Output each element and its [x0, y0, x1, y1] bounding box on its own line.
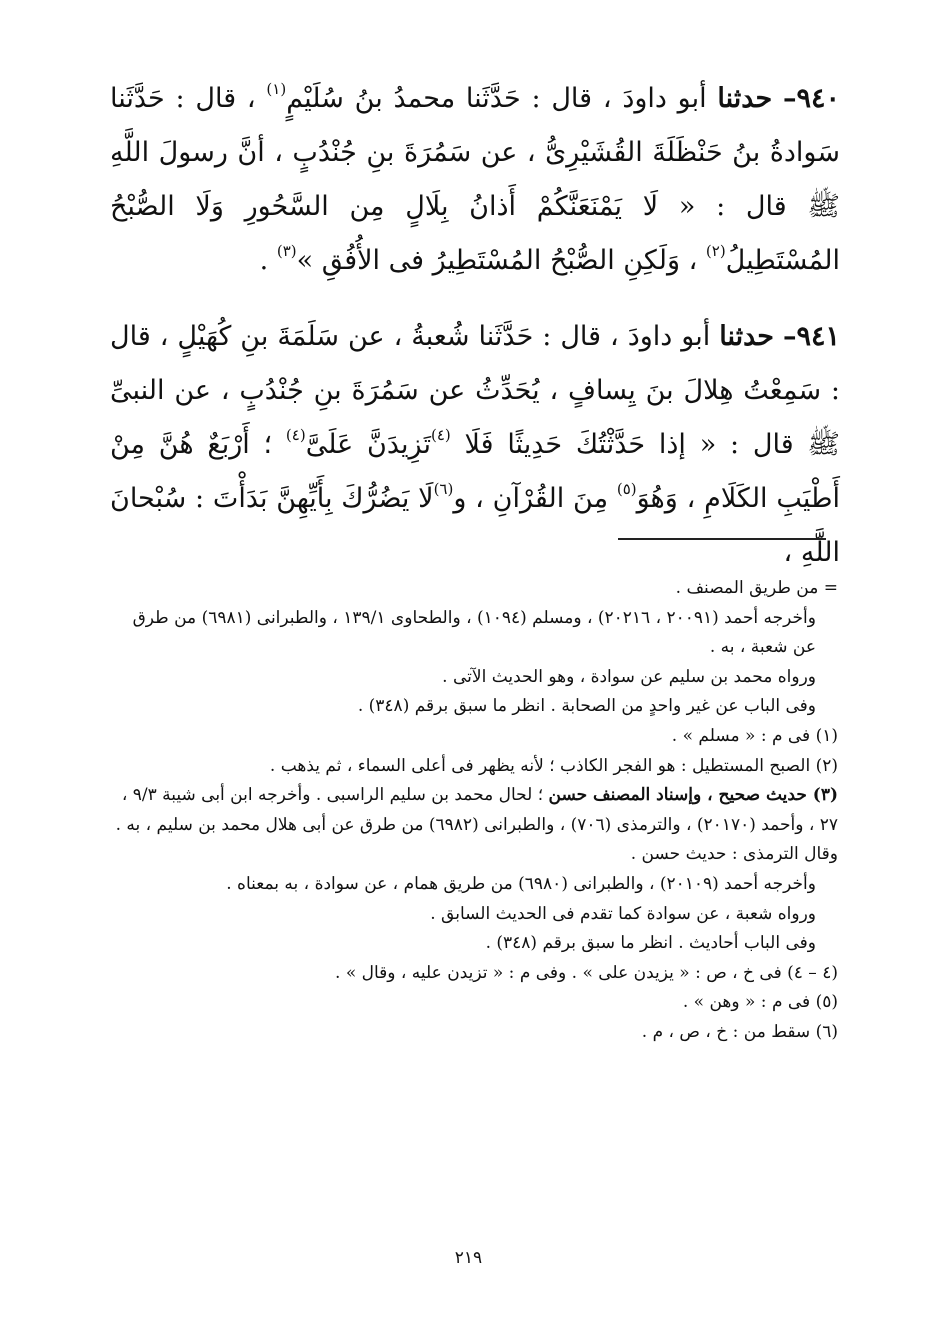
hadith-text: أبو داودَ ، قال : حَدَّثَنا محمدُ بنُ سُلَيْمٍ — [286, 83, 718, 114]
hadith-text: ؛ أَرْبَعٌ هُنَّ مِنْ أَطْيَبِ الكَلَامِ ، وَهُوَ — [110, 429, 840, 514]
footnote-ref: (٦) — [433, 480, 454, 498]
footnote-ref: (٣) — [276, 242, 297, 260]
hadith-text: ، قال : حَدَّثَنا سَوادةُ بنُ حَنْظَلَةَ القُشَيْرِىُّ ، عن سَمُرَةَ بنِ جُنْدُبٍ ، أنَّ رسولَ اللَّهِ ﷺ قال : « لَا يَمْنَعَنَّكُمْ أَذانُ بِلَالٍ مِن السَّحُورِ وَلَا الصُّبْحُ المُسْتَطِيلُ — [110, 83, 840, 276]
footnotes — [106, 574, 838, 1048]
hadith-text: تَزِيدَنَّ عَلَىَّ — [305, 429, 431, 460]
hadith-940-paragraph — [110, 72, 840, 288]
hadith-number: ٩٤١– — [782, 321, 840, 352]
hadith-text: مِنَ القُرْآنِ ، و — [453, 483, 617, 514]
footnote-line: وفى الباب عن غير واحدٍ من الصحابة . انظر ما سبق برقم (٣٤٨) . — [357, 696, 816, 717]
footnote-text: ؛ لحال محمد بن سليم الراسبى . وأخرجه ابن أبى شيبة ٩/٣ ، ٢٧ ، وأحمد (٢٠١٧٠) ، والترمذى (٧٠٦) ، والطبرانى (٦٩٨٢) من طرق عن أبى هلال محمد بن سليم ، به . وقال الترمذى : حديث حسن . — [115, 785, 838, 865]
footnote-line: = من طريق المصنف . — [675, 578, 838, 598]
hadith-text: لَا يَضُرُّكَ بِأَيِّهِنَّ بَدَأْتَ : سُبْحانَ اللَّهِ ، — [110, 483, 840, 568]
hadith-label: حدثنا — [717, 83, 773, 114]
page-number: ٢١٩ — [454, 1248, 483, 1268]
hadith-number: ٩٤٠– — [782, 83, 840, 114]
footnote-separator — [618, 538, 826, 540]
footnote-verdict: (٣) حديث صحيح ، وإسناد المصنف حسن — [548, 785, 838, 806]
footnote-line: ورواه شعبة ، عن سوادة كما تقدم فى الحديث السابق . — [430, 903, 816, 924]
footnote-3 — [106, 781, 838, 870]
footnote-line: ورواه محمد بن سليم عن سوادة ، وهو الحديث الآتى . — [442, 666, 816, 687]
footnote-1: (١) فى م : « مسلم » . — [671, 725, 838, 746]
footnote-6: (٦) سقط من : خ ، ص ، م . — [641, 1021, 838, 1042]
hadith-text: ، وَلَكِنِ الصُّبْحُ المُسْتَطِيرُ فى الأُفُقِ » — [296, 245, 706, 276]
footnote-ref: (١) — [266, 80, 287, 98]
footnote-line: وأخرجه أحمد (٢٠١٠٩) ، والطبرانى (٦٩٨٠) من طريق همام ، عن سوادة ، به بمعناه . — [226, 873, 816, 894]
footnote-5: (٥) فى م : « وهن » . — [682, 992, 838, 1013]
footnote-line: وفى الباب أحاديث . انظر ما سبق برقم (٣٤٨) . — [485, 933, 816, 954]
footnote-line: وأخرجه أحمد (٢٠٠٩١ ، ٢٠٢١٦) ، ومسلم (١٠٩٤) ، والطحاوى ١٣٩/١ ، والطبرانى (٦٩٨١) من طرق عن شعبة ، به . — [132, 607, 816, 658]
main-text — [110, 72, 840, 602]
footnote-4: (٤ – ٤) فى خ ، ص : « يزيدن على » . وفى م : « تزيدن عليه ، وقال » . — [335, 962, 838, 983]
hadith-text: أبو داودَ ، قال : حَدَّثَنا شُعبةُ ، عن سَلَمَةَ بنِ كُهَيْلٍ ، قال : سَمِعْتُ هِلالَ بنَ يِسافٍ ، يُحَدِّثُ عن سَمُرَةَ بنِ جُنْدُبٍ ، عن النبىِّ ﷺ قال : « إذا حَدَّثْتُكَ حَدِيثًا فَلَا — [110, 321, 840, 460]
hadith-label: حدثنا — [719, 321, 774, 352]
footnote-2: (٢) الصبح المستطيل : هو الفجر الكاذب ؛ لأنه يظهر فى أعلى السماء ، ثم يذهب . — [269, 755, 838, 776]
hadith-text: . — [259, 245, 277, 276]
footnote-ref: (٢) — [705, 242, 726, 260]
footnote-ref: (٤) — [430, 426, 451, 444]
hadith-940 — [110, 72, 840, 288]
footnote-ref: (٥) — [616, 480, 637, 498]
footnote-ref: (٤) — [285, 426, 306, 444]
